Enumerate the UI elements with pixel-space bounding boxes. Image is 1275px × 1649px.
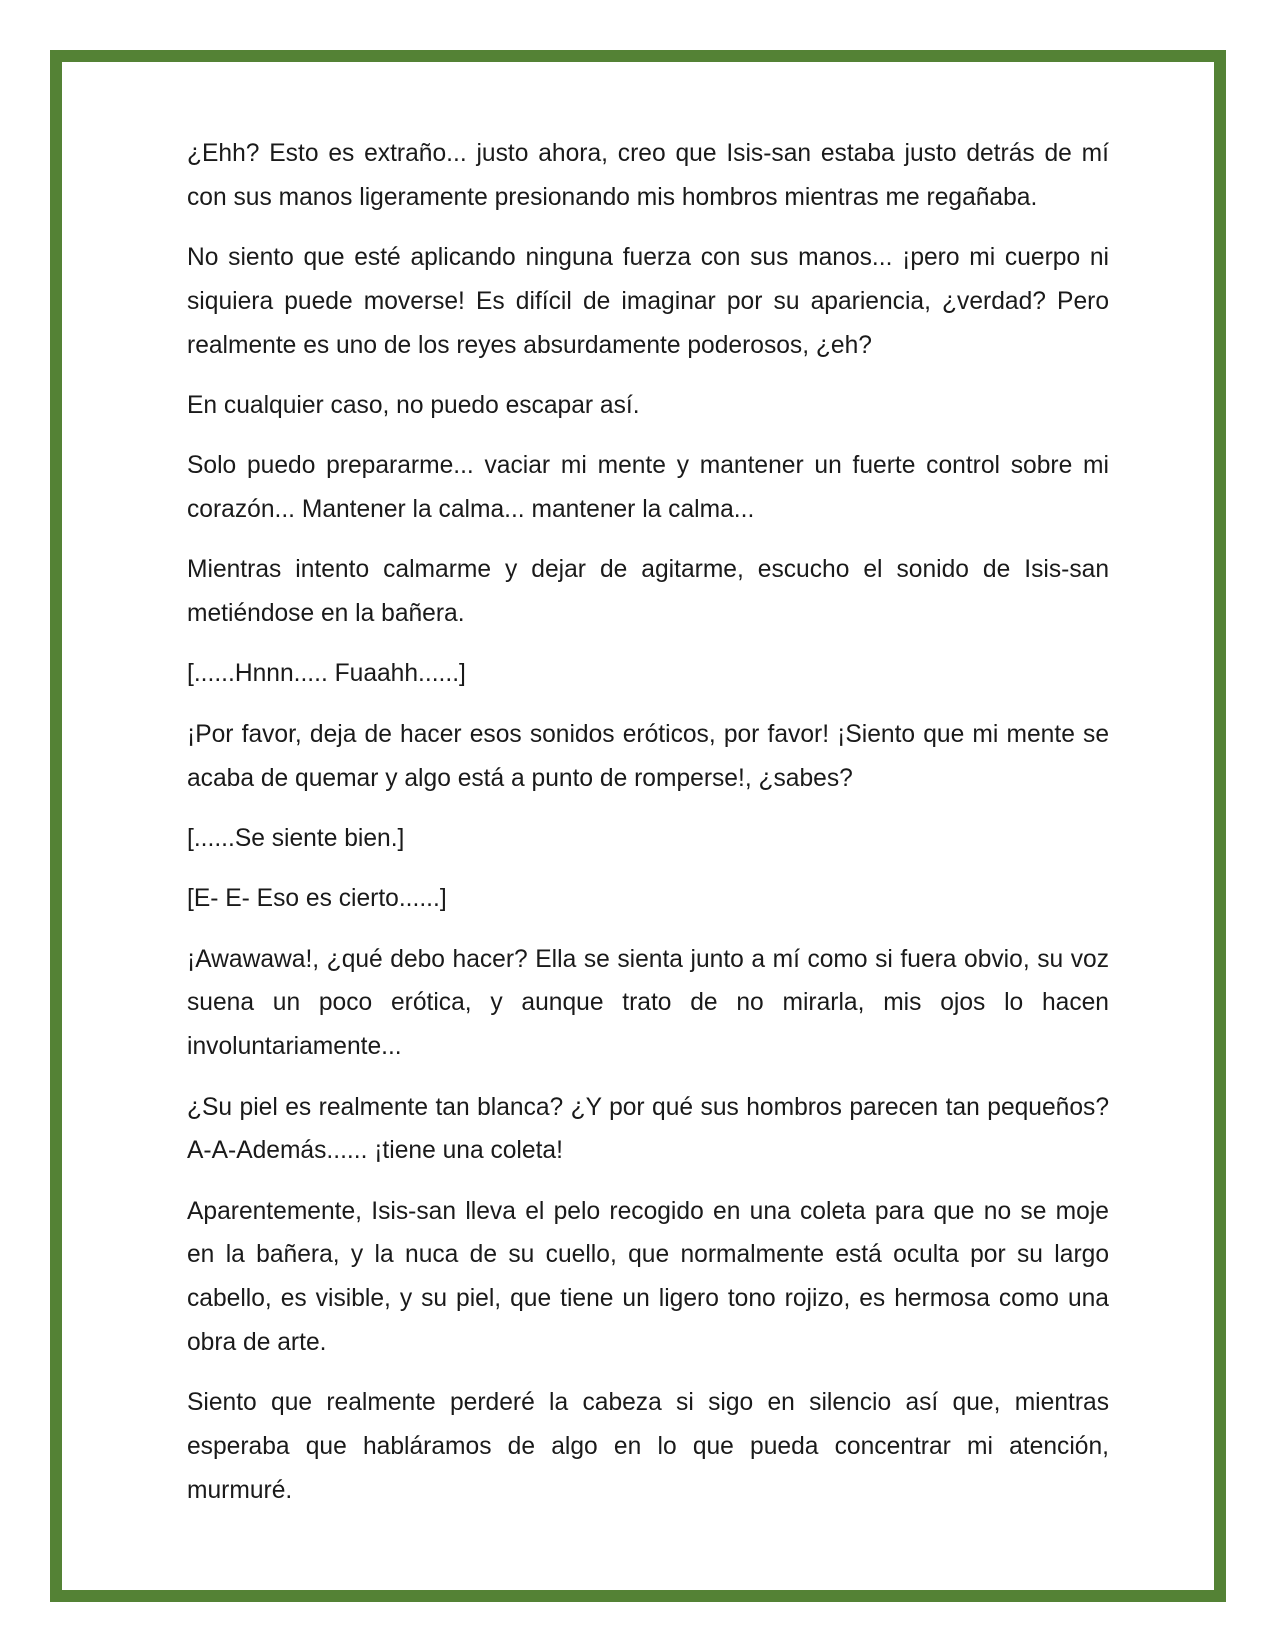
paragraph: Solo puedo prepararme... vaciar mi mente y mantener un fuerte control sobre mi corazón... Mantener la calma... mantener la calma... [187, 452, 1109, 523]
dialogue-line: [......Hnnn..... Fuaahh......] [187, 660, 466, 688]
paragraph: No siento que esté aplicando ninguna fuerza con sus manos... ¡pero mi cuerpo ni siquiera puede moverse! Es difícil de imaginar por su apariencia, ¿verdad? Pero realmente es uno de los reyes absurdamente poderosos, ¿eh? [187, 244, 1109, 359]
paragraph: Aparentemente, Isis-san lleva el pelo recogido en una coleta para que no se moje en la bañera, y la nuca de su cuello, que normalmente está oculta por su largo cabello, es visible, y su piel, que tiene un ligero tono rojizo, es hermosa como una obra de arte. [187, 1197, 1109, 1356]
page-border-frame [50, 50, 1226, 1602]
document-body [187, 132, 1109, 1529]
paragraph: ¿Su piel es realmente tan blanca? ¿Y por qué sus hombros parecen tan pequeños? A-A-Además...... ¡tiene una coleta! [187, 1093, 1109, 1165]
paragraph: Mientras intento calmarme y dejar de agitarme, escucho el sonido de Isis-san metiéndose en la bañera. [187, 556, 1109, 628]
paragraph: ¿Ehh? Esto es extraño... justo ahora, creo que Isis-san estaba justo detrás de mí con sus manos ligeramente presionando mis hombros mientras me regañaba. [187, 140, 1109, 211]
dialogue-line: [......Se siente bien.] [187, 824, 405, 852]
dialogue-line: [E- E- Eso es cierto......] [187, 885, 447, 913]
paragraph: Siento que realmente perderé la cabeza si sigo en silencio así que, mientras esperaba que habláramos de algo en lo que pueda concentrar mi atención, murmuré. [187, 1389, 1109, 1504]
paragraph: ¡Por favor, deja de hacer esos sonidos eróticos, por favor! ¡Siento que mi mente se acaba de quemar y algo está a punto de romperse!, ¿sabes? [187, 720, 1109, 792]
paragraph: En cualquier caso, no puedo escapar así. [187, 391, 640, 419]
paragraph: ¡Awawawa!, ¿qué debo hacer? Ella se sienta junto a mí como si fuera obvio, su voz suena un poco erótica, y aunque trato de no mirarla, mis ojos lo hacen involuntariamente... [187, 945, 1109, 1061]
